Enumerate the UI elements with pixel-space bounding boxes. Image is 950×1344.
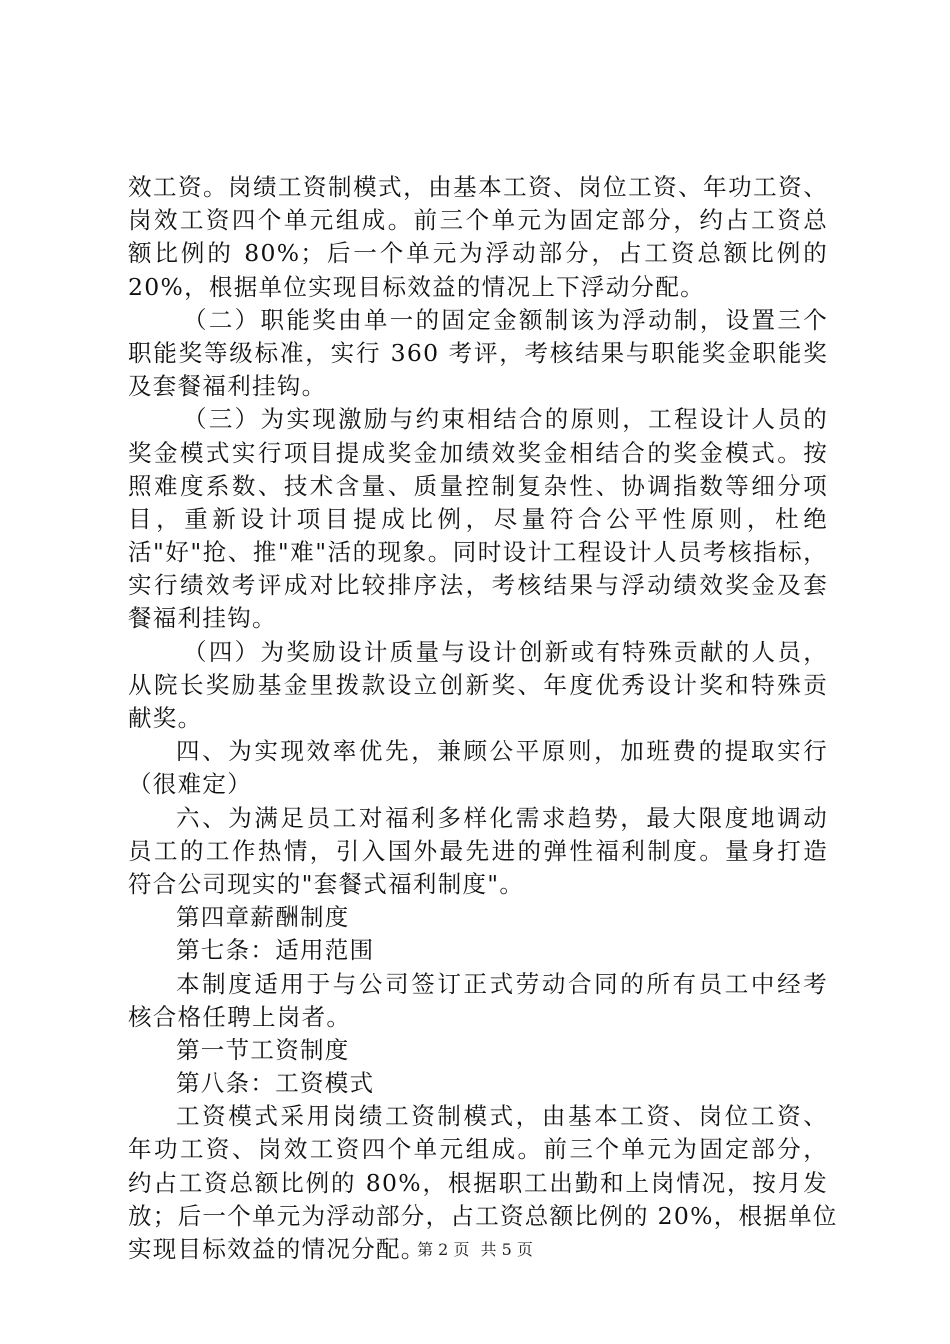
text-line: 符合公司现实的"套餐式福利制度"。 bbox=[128, 869, 525, 898]
text-line: 及套餐福利挂钩。 bbox=[128, 372, 327, 401]
text-line: 额比例的 80%；后一个单元为浮动部分，占工资总额比例的 bbox=[128, 239, 828, 268]
text-line: 照难度系数、技术含量、质量控制复杂性、协调指数等细分项 bbox=[128, 471, 828, 500]
text-line: 餐福利挂钩。 bbox=[128, 604, 277, 633]
text-line: 职能奖等级标准，实行 360 考评，考核结果与职能奖金职能奖 bbox=[128, 338, 828, 367]
text-line: 核合格任聘上岗者。 bbox=[128, 1002, 352, 1031]
text-line: 员工的工作热情，引入国外最先进的弹性福利制度。量身打造 bbox=[128, 836, 828, 865]
text-line: 从院长奖励基金里拨款设立创新奖、年度优秀设计奖和特殊贡 bbox=[128, 670, 828, 699]
text-line: 目，重新设计项目提成比例，尽量符合公平性原则，杜绝 bbox=[128, 504, 828, 533]
text-line: 约占工资总额比例的 80%，根据职工出勤和上岗情况，按月发 bbox=[128, 1168, 828, 1197]
text-line: （三）为实现激励与约束相结合的原则，工程设计人员的 bbox=[183, 405, 828, 434]
text-line: 活"好"抢、推"难"活的现象。同时设计工程设计人员考核指标， bbox=[128, 538, 828, 567]
article-heading: 第八条：工资模式 bbox=[176, 1069, 375, 1098]
text-line: （很难定） bbox=[128, 770, 252, 799]
text-line: 年功工资、岗效工资四个单元组成。前三个单元为固定部分， bbox=[128, 1135, 828, 1164]
text-line: 奖金模式实行项目提成奖金加绩效奖金相结合的奖金模式。按 bbox=[128, 438, 828, 467]
text-line: 20%，根据单位实现目标效益的情况上下浮动分配。 bbox=[128, 272, 705, 301]
text-line: 工资模式采用岗绩工资制模式，由基本工资、岗位工资、 bbox=[176, 1102, 828, 1131]
text-line: 本制度适用于与公司签订正式劳动合同的所有员工中经考 bbox=[176, 969, 828, 998]
text-line: 效工资。岗绩工资制模式，由基本工资、岗位工资、年功工资、 bbox=[128, 173, 828, 201]
text-line: 岗效工资四个单元组成。前三个单元为固定部分，约占工资总 bbox=[128, 206, 828, 235]
text-line: （二）职能奖由单一的固定金额制该为浮动制，设置三个 bbox=[183, 305, 828, 334]
text-line: 四、为实现效率优先，兼顾公平原则，加班费的提取实行 bbox=[176, 737, 828, 766]
text-line: 献奖。 bbox=[128, 704, 203, 732]
text-line: （四）为奖励设计质量与设计创新或有特殊贡献的人员， bbox=[183, 637, 828, 666]
page-total: 共 5 页 bbox=[480, 1240, 533, 1259]
text-line: 放；后一个单元为浮动部分，占工资总额比例的 20%，根据单位 bbox=[128, 1201, 838, 1230]
page-footer bbox=[0, 1240, 950, 1260]
body-text bbox=[128, 171, 838, 1266]
article-heading: 第七条：适用范围 bbox=[176, 936, 375, 965]
section-heading: 第一节工资制度 bbox=[176, 1035, 350, 1064]
text-line: 实行绩效考评成对比较排序法，考核结果与浮动绩效奖金及套 bbox=[128, 571, 828, 600]
chapter-heading: 第四章薪酬制度 bbox=[176, 903, 350, 932]
page-number: 第 2 页 bbox=[417, 1240, 470, 1259]
text-line: 实现目标效益的情况分配。 bbox=[128, 1235, 426, 1263]
text-line: 六、为满足员工对福利多样化需求趋势，最大限度地调动 bbox=[176, 803, 828, 832]
